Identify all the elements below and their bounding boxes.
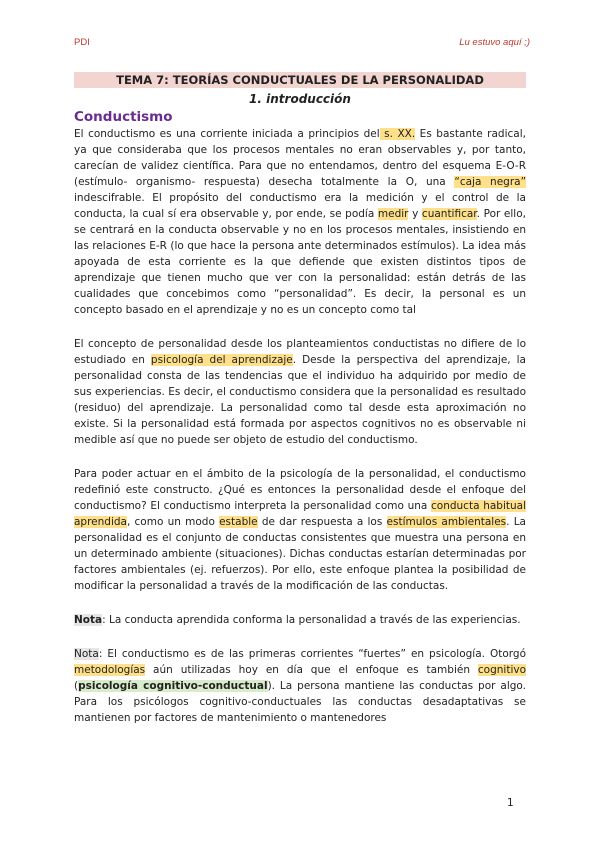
text: El conductismo es una corriente iniciada a principios del	[74, 128, 380, 140]
text: . Por ello, se centrará en la conducta observable y no en los procesos mentales, insistiendo en las relaciones E-R (lo que hace la persona ante determinados estímulos). La idea más apoyada de esta corriente es la que defiende que existen distintos tipos de aprendizaje que tienen mucho que ver con la personalidad: están detrás de las cualidades que concebimos como “personalidad”. Es decir, la personal es un concepto basado en el aprendizaje y no es un concepto como tal	[74, 208, 526, 316]
paragraph-1	[74, 126, 526, 318]
header-right: Lu estuvo aquí ;)	[459, 37, 530, 48]
page-number: 1	[507, 797, 514, 809]
highlight: s. XX.	[379, 128, 416, 140]
text: Es bastante radical, ya que consideraba que los procesos mentales no eran observables y, por tanto, carecían de validez científica. Para que no entendamos, dentro del esquema E-O-R (estímulo- organismo- respuesta) desecha totalmente la O, una	[74, 128, 526, 188]
highlight: psicología del aprendizaje	[150, 354, 293, 366]
paragraph-2	[74, 336, 526, 448]
text: . Desde la perspectiva del aprendizaje, la personalidad consta de las tendencias que el individuo ha adquirido por medio de sus experiencias. Es decir, el conductismo considera que la personalidad es resultado (residuo) del aprendizaje. La personalidad como tal desde esta aproximación no existe. Si la personalidad está formada por aspectos cognitivos no es observable ni medible así que no puede ser objeto de estudio del conductismo.	[74, 354, 526, 446]
text: aún utilizadas hoy en día que el enfoque es también	[145, 664, 478, 676]
highlight: medir	[377, 208, 409, 220]
section-heading: Conductismo	[74, 109, 173, 125]
highlight: “caja negra”	[454, 176, 527, 188]
highlight: cuantificar	[421, 208, 477, 220]
text: , como un modo	[126, 516, 220, 528]
highlight: estable	[219, 516, 258, 528]
text: indescifrable. El propósito del conductismo era la medición y el control de la conducta, la cual sí era observable y, por ende, se podía	[74, 192, 526, 220]
header-left: PDI	[74, 37, 90, 48]
paragraph-3	[74, 466, 526, 594]
text: de dar respuesta a los	[257, 516, 387, 528]
document-body	[74, 126, 526, 744]
note-label: Nota	[74, 648, 99, 660]
text: Para poder actuar en el ámbito de la psicología de la personalidad, el conductismo redefinió este constructo. ¿Qué es entonces la personalidad desde el enfoque del conductismo? El conductismo interpreta la personalidad como una	[74, 468, 526, 512]
text: y	[408, 208, 422, 220]
page-subtitle: 1. introducción	[249, 92, 351, 106]
highlight: conducta habitual aprendida	[74, 500, 526, 528]
note-label: Nota	[74, 614, 103, 626]
text: . La personalidad es el conjunto de conductas consistentes que muestra una persona en un determinado ambiente (situaciones). Dichas conductas estarían determinadas por factores ambientales (ej. refuerzos). Por ello, este enfoque plantea la posibilidad de modificar la personalidad a través de la modificación de las conductas.	[74, 516, 526, 592]
note-1	[74, 612, 526, 628]
text: (	[74, 680, 79, 692]
highlight-green: psicología cognitivo-conductual	[78, 680, 268, 692]
note-2	[74, 646, 526, 726]
highlight: estímulos ambientales	[386, 516, 507, 528]
highlight: cognitivo	[477, 664, 526, 676]
text: ). La persona mantiene las conductas por algo. Para los psicólogos cognitivo-conductuales las conductas desadaptativas se mantienen por factores de mantenimiento o mantenedores	[74, 680, 526, 724]
highlight: metodologías	[74, 664, 146, 676]
text: : El conductismo es de las primeras corrientes “fuertes” en psicología. Otorgó	[98, 648, 526, 660]
text: : La conducta aprendida conforma la personalidad a través de las experiencias.	[102, 614, 521, 626]
page-title: TEMA 7: TEORÍAS CONDUCTUALES DE LA PERSONALIDAD	[74, 72, 526, 88]
text: El concepto de personalidad desde los planteamientos conductistas no difiere de lo estudiado en	[74, 338, 526, 366]
